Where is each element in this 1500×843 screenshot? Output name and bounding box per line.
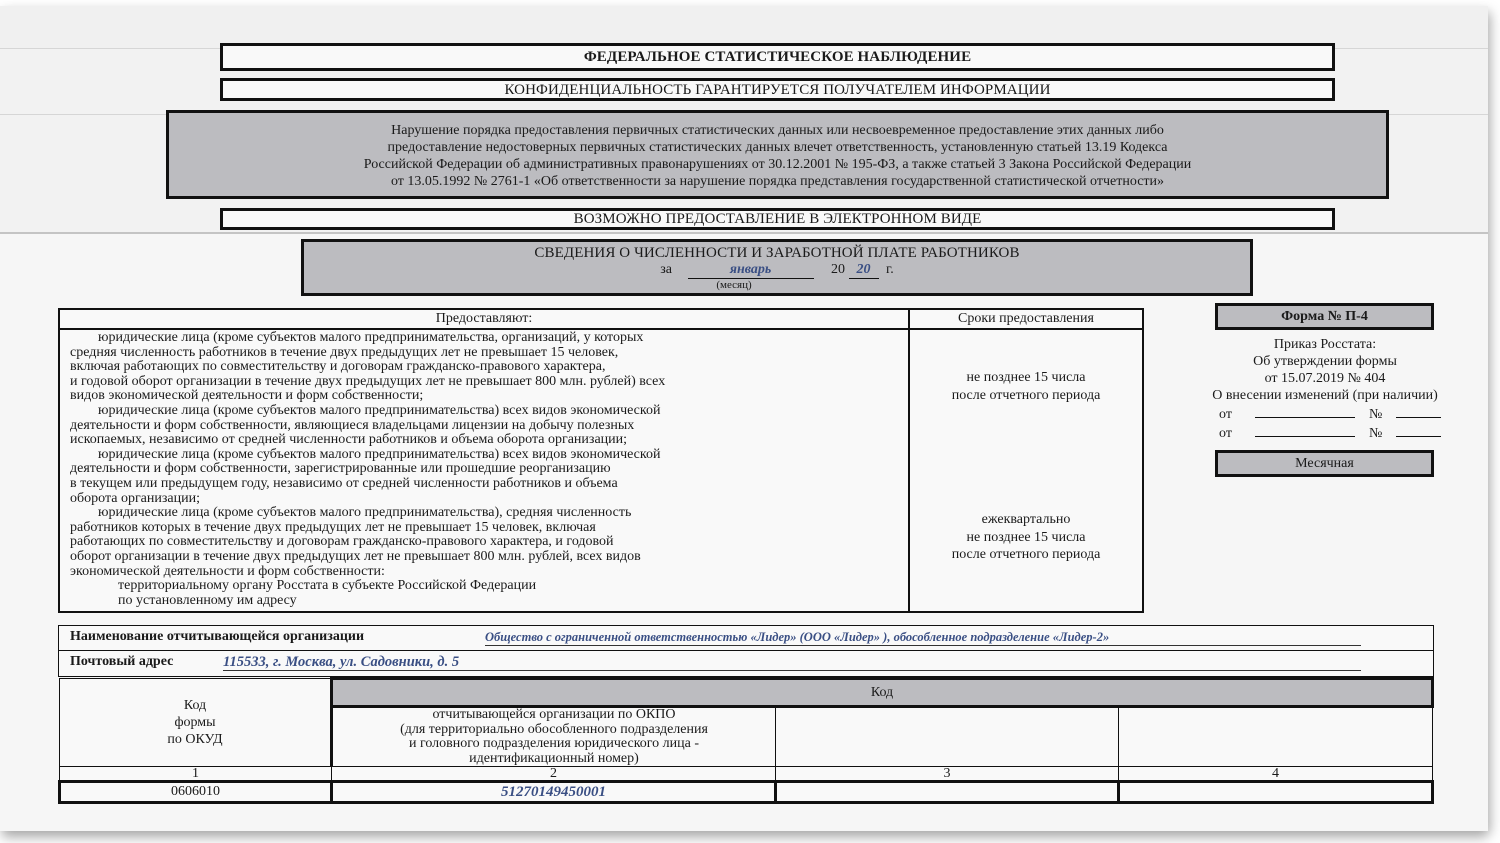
order-line: О внесении изменений (при наличии) — [1212, 388, 1438, 403]
provider-paragraph-3 — [70, 448, 908, 463]
from-label: от — [1219, 426, 1232, 441]
legal-notice — [166, 110, 1389, 199]
report-title-box — [301, 239, 1253, 296]
text-line: оборота организации; — [70, 490, 200, 506]
provider-paragraph-4 — [70, 506, 908, 521]
text-line: оборот организации в течение двух предыдущих лет не превышает 800 млн. рублей, всех видов — [70, 548, 641, 564]
amendment-row — [1195, 404, 1455, 423]
text-line: после отчетного периода — [951, 547, 1101, 562]
order-line: от 15.07.2019 № 404 — [1264, 371, 1386, 386]
code-group-header: Код — [332, 679, 1433, 707]
confidentiality-banner — [220, 78, 1335, 101]
providers-column-header: Предоставляют: — [59, 309, 909, 329]
text-line: по ОКУД — [167, 732, 223, 747]
confidentiality-text: КОНФИДЕНЦИАЛЬНОСТЬ ГАРАНТИРУЕТСЯ ПОЛУЧАТЕЛЕМ ИНФОРМАЦИИ — [504, 82, 1051, 98]
org-name-field[interactable]: Общество с ограниченной ответственностью «Лидер» (ООО «Лидер» ), обособленное подразделение «Лидер-2» — [485, 630, 1361, 646]
text-line: (для территориально обособленного подразделения — [400, 721, 708, 737]
okud-code-value[interactable]: 0606010 — [60, 782, 332, 803]
electronic-text: ВОЗМОЖНО ПРЕДОСТАВЛЕНИЕ В ЭЛЕКТРОННОМ ВИДЕ — [573, 211, 982, 227]
organization-block — [58, 625, 1434, 677]
providers-cell — [59, 329, 909, 612]
postal-address-label: Почтовый адрес — [70, 654, 174, 669]
okpo-header-cell — [332, 707, 776, 767]
column-number: 3 — [776, 767, 1119, 782]
text-line: в текущем или предыдущем году, независимо от средней численности работников и объема — [70, 475, 618, 491]
org-name-label: Наименование отчитывающейся организации — [70, 629, 365, 644]
text-line: юридические лица (кроме субъектов малого предпринимательства), средняя численность — [98, 505, 632, 521]
notice-line: Российской Федерации об административных правонарушениях от 30.12.2001 № 195-ФЗ, а также статьей 3 Закона Российской Федерации — [363, 157, 1192, 172]
text-line: и головного подразделения юридического лица - — [408, 736, 700, 751]
form-number: Форма № П-4 — [1281, 309, 1368, 324]
year-prefix: 20 — [831, 262, 846, 277]
deadline-monthly — [910, 369, 1142, 404]
month-field[interactable]: январь — [688, 262, 814, 279]
recipient-line: по установленному им адресу — [118, 592, 297, 608]
order-line: Об утверждении формы — [1253, 354, 1397, 369]
notice-line: предоставление недостоверных первичных статистических данных влечет ответственность, установленную статьей 13.19 Кодекса — [387, 140, 1168, 155]
column-number: 1 — [60, 767, 332, 782]
report-title: СВЕДЕНИЯ О ЧИСЛЕННОСТИ И ЗАРАБОТНОЙ ПЛАТЕ РАБОТНИКОВ — [534, 245, 1020, 261]
text-line: не позднее 15 числа — [966, 370, 1086, 385]
text-line: ежеквартально — [981, 512, 1071, 527]
code-header-cell-3 — [776, 707, 1119, 767]
form-number-box — [1215, 303, 1434, 330]
recipient-line: территориальному органу Росстата в субъекте Российской Федерации — [118, 578, 537, 594]
amendment-date-field-1[interactable] — [1255, 404, 1355, 418]
deadline-quarterly — [910, 511, 1142, 564]
text-line: работников которых в течение двух предыдущих лет не превышает 15 человек, включая — [70, 519, 596, 535]
provider-paragraph-2 — [70, 404, 908, 419]
text-line: юридические лица (кроме субъектов малого предпринимательства) всех видов экономической — [98, 446, 661, 462]
text-line: формы — [174, 715, 216, 730]
text-line: отчитывающейся организации по ОКПО — [432, 707, 676, 722]
okpo-code-value[interactable]: 51270149450001 — [332, 782, 776, 803]
from-label: от — [1219, 407, 1232, 422]
text-line: работающих по совместительству и договорам гражданско-правового характера, и годовой — [70, 534, 614, 550]
amendment-date-field-2[interactable] — [1255, 423, 1355, 437]
text-line: видов экономической деятельности и форм собственности; — [70, 388, 424, 404]
column-number: 4 — [1119, 767, 1433, 782]
text-line: юридические лица (кроме субъектов малого предпринимательства, организаций, у которых — [98, 330, 644, 345]
order-line: Приказ Росстата: — [1273, 337, 1377, 352]
notice-line: Нарушение порядка предоставления первичных статистических данных или несвоевременное предоставление этих данных либо — [391, 123, 1164, 138]
providers-table — [58, 308, 1144, 613]
code-value-4[interactable] — [1119, 782, 1433, 803]
periodicity: Месячная — [1295, 456, 1354, 471]
text-line: юридические лица (кроме субъектов малого предпринимательства) всех видов экономической — [98, 402, 661, 418]
periodicity-box — [1215, 450, 1434, 477]
text-line: не позднее 15 числа — [966, 529, 1086, 545]
for-label: за — [660, 262, 673, 277]
electronic-banner — [220, 208, 1335, 230]
deadlines-cell — [909, 329, 1143, 612]
month-caption: (месяц) — [716, 279, 752, 291]
text-line: деятельности и форм собственности, зарегистрированные или прошедшие реорганизацию — [70, 461, 611, 477]
number-label: № — [1368, 407, 1383, 422]
text-line: экономической деятельности и форм собственности: — [70, 563, 385, 579]
federal-observation-text: ФЕДЕРАЛЬНОЕ СТАТИСТИЧЕСКОЕ НАБЛЮДЕНИЕ — [583, 49, 972, 65]
federal-observation-banner — [220, 43, 1335, 71]
year-field[interactable]: 20 — [849, 262, 879, 279]
order-info — [1195, 336, 1455, 442]
postal-address-field[interactable]: 115533, г. Москва, ул. Садовники, д. 5 — [223, 654, 1361, 671]
code-value-3[interactable] — [776, 782, 1119, 803]
code-header-cell-4 — [1119, 707, 1433, 767]
notice-line: от 13.05.1992 № 2761-1 «Об ответственности за нарушение порядка представления государственной статистической отчетности» — [390, 174, 1165, 189]
text-line: идентификационный номер) — [469, 750, 639, 766]
provider-paragraph-1 — [70, 331, 908, 346]
number-label: № — [1368, 426, 1383, 441]
text-line: Код — [183, 698, 207, 713]
codes-table — [58, 677, 1434, 804]
year-suffix: г. — [886, 262, 894, 277]
deadlines-column-header: Сроки предоставления — [909, 309, 1143, 329]
text-line: ископаемых, независимо от средней численности работников и объема оборота организации; — [70, 432, 628, 448]
okud-header-cell — [60, 679, 332, 767]
amendment-number-field-2[interactable] — [1396, 423, 1441, 437]
text-line: и годовой оборот организации в течение двух предыдущих лет не превышает 800 млн. рублей) всех — [70, 373, 666, 389]
text-line: включая работающих по совместительству и договорам гражданско-правового характера, — [70, 359, 606, 375]
amendment-row — [1195, 423, 1455, 442]
text-line: средняя численность работников в течение двух предыдущих лет не превышает 15 человек, — [70, 344, 619, 360]
amendment-number-field-1[interactable] — [1396, 404, 1441, 418]
text-line: после отчетного периода — [951, 387, 1101, 403]
column-number: 2 — [332, 767, 776, 782]
text-line: деятельности и форм собственности, являющиеся владельцами лицензии на добычу полезных — [70, 417, 635, 433]
